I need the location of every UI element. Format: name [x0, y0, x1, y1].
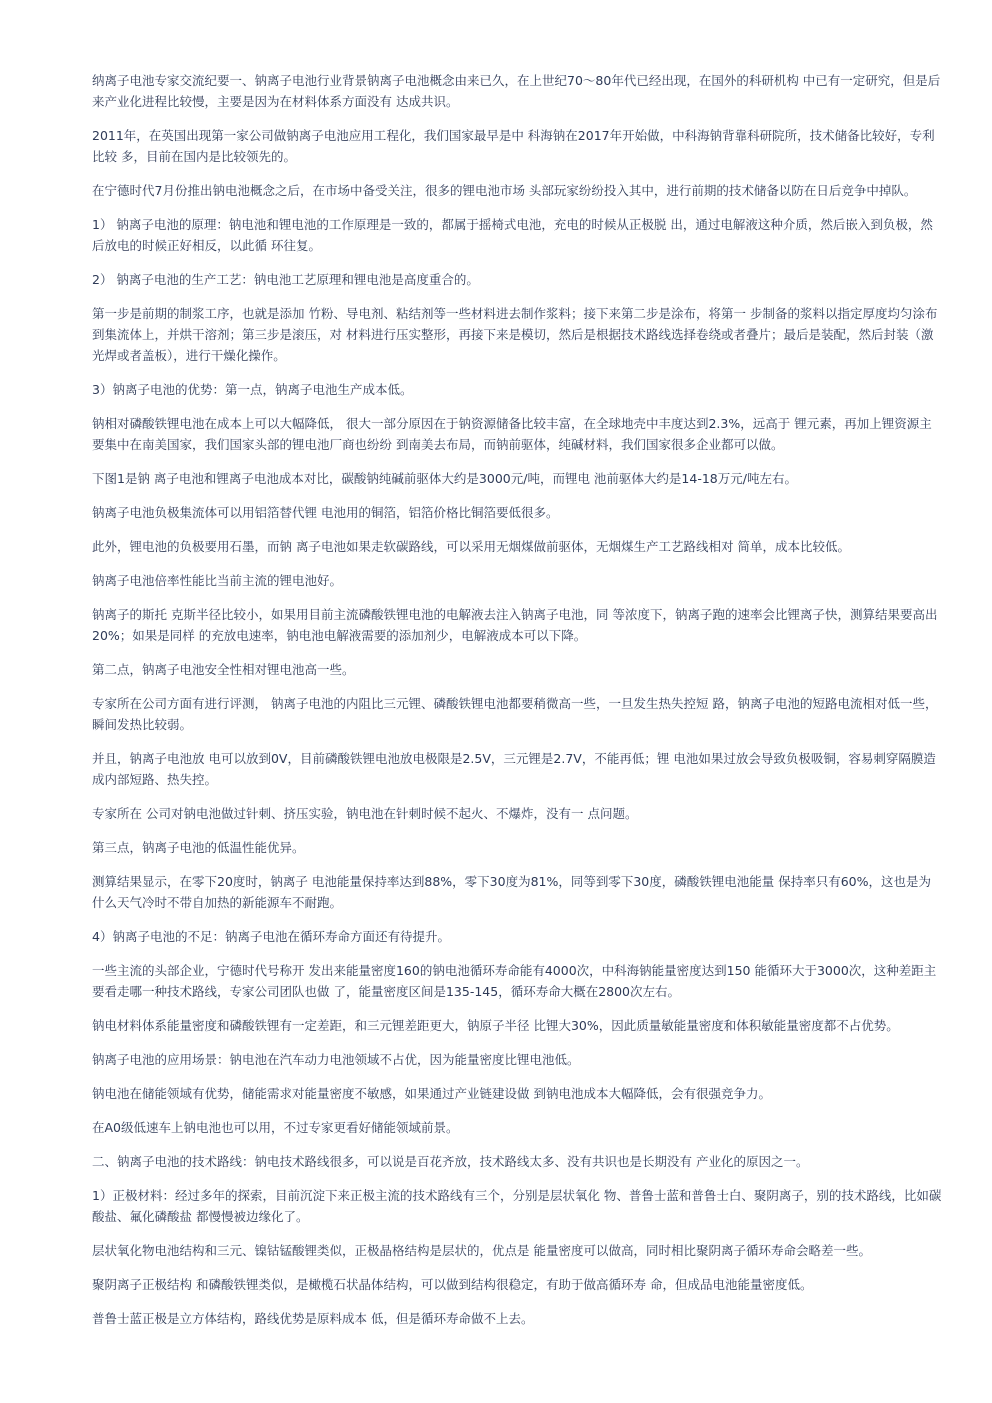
paragraph: 第一步是前期的制浆工序，也就是添加 竹粉、导电剂、粘结剂等一些材料进去制作浆料；接下来第二步是涂布，将第一 步制备的浆料以指定厚度均匀涂布到集流体上，并烘干溶剂；第三步是滚压，对 材料进行压实整形，再接下来是模切，然后是根据技术路线选择卷绕或者叠片；最后是装配，然后封装（激光焊或者盖板），进行干燥化操作。: [92, 306, 938, 363]
paragraph: 钠电材料体系能量密度和磷酸铁锂有一定差距，和三元锂差距更大，钠原子半径 比锂大30%，因此质量敏能量密度和体积敏能量密度都不占优势。: [92, 1018, 899, 1033]
paragraph: 普鲁士蓝正极是立方体结构，路线优势是原料成本 低，但是循环寿命做不上去。: [92, 1311, 534, 1326]
paragraph: 二、钠离子电池的技术路线：钠电技术路线很多，可以说是百花齐放，技术路线太多、没有共识也是长期没有 产业化的原因之一。: [92, 1154, 809, 1169]
paragraph: 2011年，在英国出现第一家公司做钠离子电池应用工程化，我们国家最早是中 科海钠在2017年开始做，中科海钠背靠科研院所，技术储备比较好，专利比较 多，目前在国内是比较领先的。: [92, 128, 935, 164]
paragraph: 钠离子电池倍率性能比当前主流的锂电池好。: [92, 573, 343, 588]
paragraph: 钠离子的斯托 克斯半径比较小，如果用目前主流磷酸铁锂电池的电解液去注入钠离子电池，同 等浓度下，钠离子跑的速率会比锂离子快，测算结果要高出20%；如果是同样 的充放电速率，钠电池电解液需要的添加剂少，电解液成本可以下降。: [92, 607, 938, 643]
paragraph: 专家所在 公司对钠电池做过针刺、挤压实验，钠电池在针刺时候不起火、不爆炸，没有一 点问题。: [92, 806, 638, 821]
paragraph: 1） 钠离子电池的原理：钠电池和锂电池的工作原理是一致的，都属于摇椅式电池，充电的时候从正极脱 出，通过电解液这种介质，然后嵌入到负极，然后放电的时候正好相反，以此循 环往复。: [92, 217, 933, 253]
paragraph: 第三点，钠离子电池的低温性能优异。: [92, 840, 305, 855]
paragraph: 1）正极材料：经过多年的探索，目前沉淀下来正极主流的技术路线有三个，分别是层状氧化 物、普鲁士蓝和普鲁士白、聚阴离子，别的技术路线，比如碳酸盐、氟化磷酸盐 都慢慢被边缘化了。: [92, 1188, 942, 1224]
paragraph: 钠离子电池的应用场景：钠电池在汽车动力电池领域不占优，因为能量密度比锂电池低。: [92, 1052, 580, 1067]
paragraph: 聚阴离子正极结构 和磷酸铁锂类似，是橄榄石状晶体结构，可以做到结构很稳定，有助于做高循环寿 命，但成品电池能量密度低。: [92, 1277, 813, 1292]
paragraph: 在A0级低速车上钠电池也可以用，不过专家更看好储能领域前景。: [92, 1120, 459, 1135]
paragraph: 纳离子电池专家交流纪要一、钠离子电池行业背景钠离子电池概念由来已久，在上世纪70～80年代已经出现，在国外的科研机构 中已有一定研究，但是后来产业化进程比较慢，主要是因为在材料体系方面没有 达成共识。: [92, 73, 941, 109]
paragraph: 专家所在公司方面有进行评测， 钠离子电池的内阻比三元锂、磷酸铁锂电池都要稍微高一些，一旦发生热失控短 路，钠离子电池的短路电流相对低一些，瞬间发热比较弱。: [92, 696, 938, 732]
paragraph: 并且，钠离子电池放 电可以放到0V，目前磷酸铁锂电池放电极限是2.5V，三元锂是2.7V，不能再低；锂 电池如果过放会导致负极吸铜，容易刺穿隔膜造成内部短路、热失控。: [92, 751, 936, 787]
paragraph: 钠电池在储能领域有优势，储能需求对能量密度不敏感，如果通过产业链建设做 到钠电池成本大幅降低，会有很强竞争力。: [92, 1086, 771, 1101]
document-body: [92, 70, 942, 1342]
paragraph: 在宁德时代7月份推出钠电池概念之后，在市场中备受关注，很多的锂电池市场 头部玩家纷纷投入其中，进行前期的技术储备以防在日后竞争中掉队。: [92, 183, 917, 198]
paragraph: 此外，锂电池的负极要用石墨，而钠 离子电池如果走软碳路线，可以采用无烟煤做前驱体，无烟煤生产工艺路线相对 简单，成本比较低。: [92, 539, 850, 554]
paragraph: 第二点，钠离子电池安全性相对锂电池高一些。: [92, 662, 355, 677]
paragraph: 2） 钠离子电池的生产工艺：钠电池工艺原理和锂电池是高度重合的。: [92, 272, 479, 287]
paragraph: 层状氧化物电池结构和三元、镍钴锰酸锂类似，正极晶格结构是层状的，优点是 能量密度可以做高，同时相比聚阴离子循环寿命会略差一些。: [92, 1243, 871, 1258]
paragraph: 3）钠离子电池的优势：第一点，钠离子电池生产成本低。: [92, 382, 413, 397]
paragraph: 钠相对磷酸铁锂电池在成本上可以大幅降低， 很大一部分原因在于钠资源储备比较丰富，在全球地壳中丰度达到2.3%，远高于 锂元素，再加上锂资源主要集中在南美国家，我们国家头部的锂电池厂商也纷纷 到南美去布局，而钠前驱体，纯碱材料，我们国家很多企业都可以做。: [92, 416, 932, 452]
paragraph: 钠离子电池负极集流体可以用铝箔替代锂 电池用的铜箔，铝箔价格比铜箔要低很多。: [92, 505, 559, 520]
paragraph: 4）钠离子电池的不足：钠离子电池在循环寿命方面还有待提升。: [92, 929, 450, 944]
paragraph: 一些主流的头部企业，宁德时代号称开 发出来能量密度160的钠电池循环寿命能有4000次，中科海钠能量密度达到150 能循环大于3000次，这种差距主要看走哪一种技术路线，专家公司团队也做 了，能量密度区间是135-145，循环寿命大概在2800次左右。: [92, 963, 937, 999]
paragraph: 下图1是钠 离子电池和锂离子电池成本对比，碳酸钠纯碱前驱体大约是3000元/吨，而锂电 池前驱体大约是14-18万元/吨左右。: [92, 471, 797, 486]
paragraph: 测算结果显示，在零下20度时，钠离子 电池能量保持率达到88%，零下30度为81%，同等到零下30度，磷酸铁锂电池能量 保持率只有60%，这也是为什么天气冷时不带自加热的新能源车不耐跑。: [92, 874, 932, 910]
